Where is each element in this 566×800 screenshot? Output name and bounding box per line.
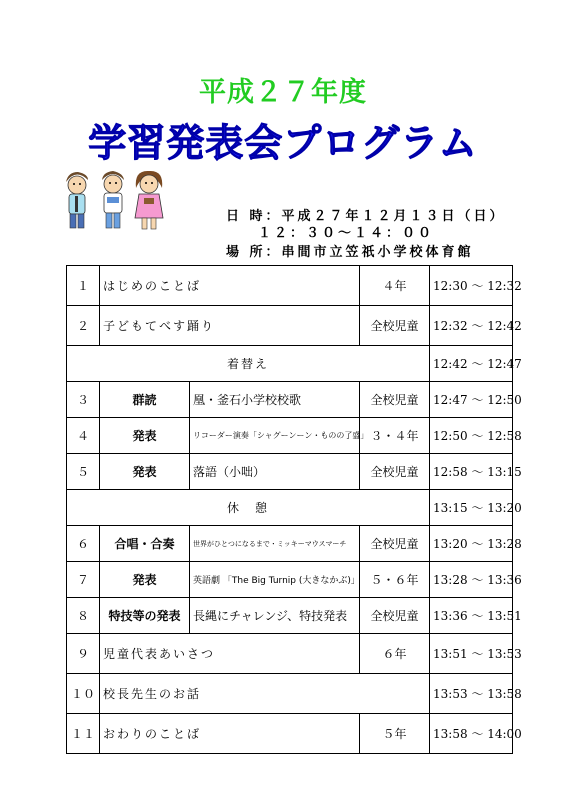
item-grade: ４年 (360, 266, 430, 306)
item-number: ５ (67, 454, 100, 490)
item-number: １ (67, 266, 100, 306)
item-time: 12:50 ～ 12:58 (430, 418, 513, 454)
item-category: 発表 (100, 418, 190, 454)
item-grade: ６年 (360, 634, 430, 674)
item-number: １０ (67, 674, 100, 714)
program-table (66, 265, 522, 754)
item-content: 世界がひとつになるまで・ミッキーマウスマーチ (190, 526, 360, 562)
item-number: ４ (67, 418, 100, 454)
item-content: 落語（小咄） (190, 454, 360, 490)
item-time: 12:58 ～ 13:15 (430, 454, 513, 490)
item-title: はじめのことば (100, 266, 360, 306)
item-category: 特技等の発表 (100, 598, 190, 634)
program-row (67, 598, 513, 634)
item-title: 子どもてべす踊り (100, 306, 360, 346)
item-title: 児童代表あいさつ (100, 634, 360, 674)
item-grade: ３・４年 (360, 418, 430, 454)
event-place: 場 所：串間市立笠祇小学校体育館 (226, 245, 474, 260)
program-row (67, 562, 513, 598)
children-illustration (60, 168, 168, 232)
item-time: 12:30 ～ 12:32 (430, 266, 513, 306)
program-row-break (67, 346, 513, 382)
page-title-year: 平成２７年度 (199, 77, 367, 108)
item-time: 12:47 ～ 12:50 (430, 382, 513, 418)
break-label: 着替え (67, 346, 430, 382)
item-time: 13:53 ～ 13:58 (430, 674, 513, 714)
program-row-break (67, 490, 513, 526)
program-row (67, 454, 513, 490)
item-grade: 全校児童 (360, 526, 430, 562)
program-row (67, 266, 513, 306)
item-title: 校長先生のお話 (100, 674, 430, 714)
item-number: ８ (67, 598, 100, 634)
item-content: 凰・釜石小学校校歌 (190, 382, 360, 418)
program-row (67, 714, 513, 754)
item-title: おわりのことば (100, 714, 360, 754)
item-category: 発表 (100, 562, 190, 598)
program-row (67, 634, 513, 674)
item-number: ９ (67, 634, 100, 674)
item-time: 13:15 ～ 13:20 (430, 490, 513, 526)
item-time: 13:28 ～ 13:36 (430, 562, 513, 598)
item-category: 群読 (100, 382, 190, 418)
item-number: ６ (67, 526, 100, 562)
item-number: ２ (67, 306, 100, 346)
item-grade: 全校児童 (360, 382, 430, 418)
program-row (67, 306, 513, 346)
item-time: 13:20 ～ 13:28 (430, 526, 513, 562)
item-category: 発表 (100, 454, 190, 490)
program-row (67, 526, 513, 562)
item-content: 長縄にチャレンジ、特技発表 (190, 598, 360, 634)
item-content: 英語劇 「The Big Turnip (大きなかぶ)」 (190, 562, 360, 598)
item-grade: 全校児童 (360, 598, 430, 634)
item-number: ７ (67, 562, 100, 598)
item-number: １１ (67, 714, 100, 754)
event-datetime: 日 時：平成２７年１２月１３日（日） (226, 209, 506, 224)
item-grade: ５年 (360, 714, 430, 754)
page-title-program: 学習発表会プログラム (88, 121, 478, 165)
item-number: ３ (67, 382, 100, 418)
item-time: 13:36 ～ 13:51 (430, 598, 513, 634)
program-row (67, 674, 513, 714)
item-time: 12:32 ～ 12:42 (430, 306, 513, 346)
program-row (67, 418, 513, 454)
item-time: 13:51 ～ 13:53 (430, 634, 513, 674)
item-category: 合唱・合奏 (100, 526, 190, 562)
break-label: 休 憩 (67, 490, 430, 526)
event-time-range: １２：３０～１４：００ (258, 226, 435, 241)
item-grade: 全校児童 (360, 454, 430, 490)
item-time: 13:58 ～ 14:00 (430, 714, 513, 754)
item-grade: ５・６年 (360, 562, 430, 598)
item-grade: 全校児童 (360, 306, 430, 346)
item-time: 12:42 ～ 12:47 (430, 346, 513, 382)
item-content: リコーダー演奏「シャグーンーン・ものの了盛」 (190, 418, 360, 454)
program-row (67, 382, 513, 418)
